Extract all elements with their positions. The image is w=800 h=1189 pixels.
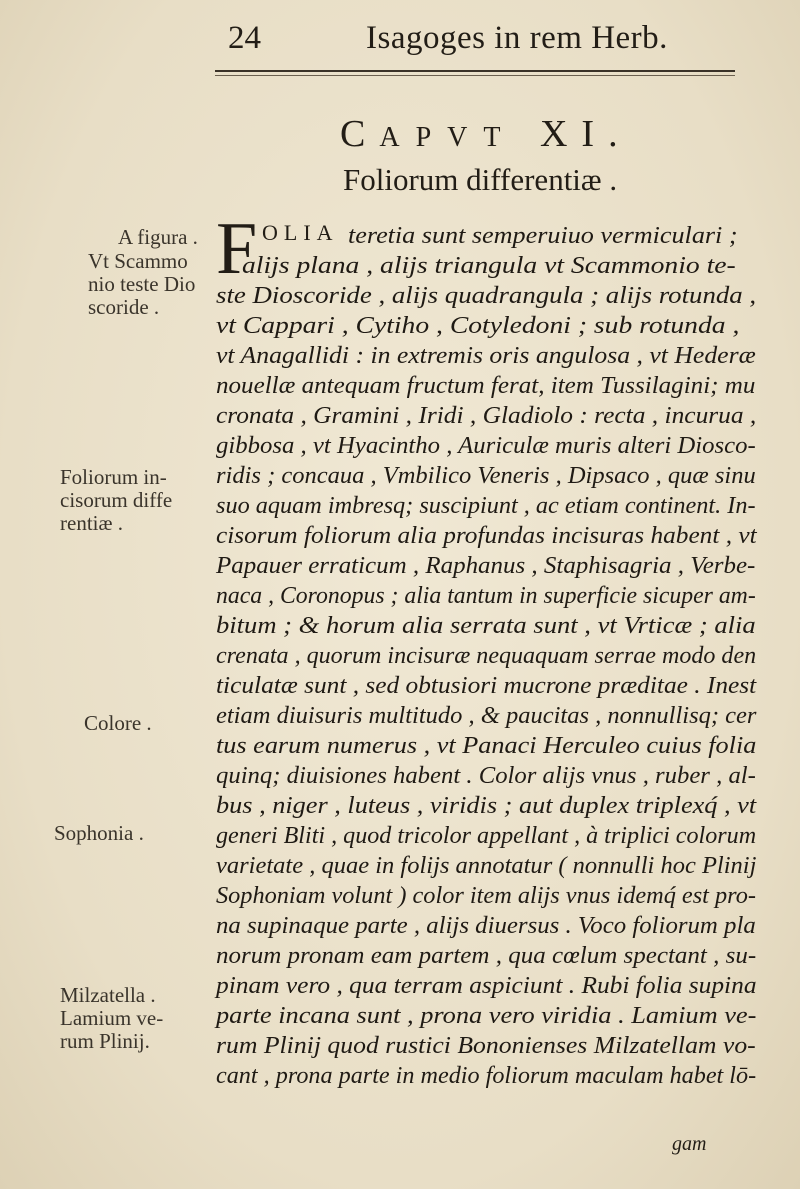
margin-note: Sophonia .	[54, 821, 144, 845]
margin-note: nio teste Dio	[88, 272, 196, 296]
body-line: rum Plinij quod rustici Bononienses Milzatellam vo-	[216, 1033, 756, 1059]
margin-note: scoride .	[88, 295, 160, 319]
catchword: gam	[672, 1133, 707, 1155]
body-line: crenata , quorum incisuræ nequaquam serrae modo den	[216, 643, 757, 669]
running-head: Isagoges in rem Herb.	[366, 20, 668, 56]
body-line: norum pronam eam partem , qua cœlum spectant , su-	[216, 943, 757, 969]
page-header	[0, 20, 800, 70]
body-line: cant , prona parte in medio foliorum maculam habet lō-	[216, 1063, 757, 1089]
body-line: etiam diuisuris multitudo , & paucitas , nonnullisq; cer	[216, 703, 757, 729]
page-number: 24	[228, 20, 261, 56]
body-line: vt Cappari , Cytiho , Cotyledoni ; sub rotunda ,	[216, 313, 740, 339]
body-line: vt Anagallidi : in extremis oris angulosa , vt Hederæ	[216, 343, 756, 369]
margin-note: rentiæ .	[60, 511, 123, 535]
margin-note: Colore .	[84, 711, 152, 735]
body-line: gibbosa , vt Hyacintho , Auriculæ muris alteri Diosco-	[216, 433, 756, 459]
body-line: cronata , Gramini , Iridi , Gladiolo : recta , incurua ,	[216, 403, 757, 429]
body-line: bus , niger , luteus , viridis ; aut duplex triplexq́ , vt	[216, 793, 757, 819]
body-line: quinq; diuisiones habent . Color alijs vnus , ruber , al-	[216, 763, 756, 789]
header-rule	[215, 70, 735, 72]
margin-note: Foliorum in-	[60, 465, 167, 489]
margin-note: A figura .	[118, 225, 198, 249]
body-line: parte incana sunt , prona vero viridia . Lamium ve-	[216, 1003, 757, 1029]
margin-note: Milzatella .	[60, 983, 156, 1007]
chapter-title: Foliorum differentiæ .	[343, 162, 618, 197]
chapter-number: XI.	[539, 113, 632, 155]
body-line: nouellæ antequam fructum ferat, item Tussilagini; mu	[216, 373, 756, 399]
chapter-label-rest: APVT	[379, 122, 517, 153]
body-line: ste Dioscoride , alijs quadrangula ; alijs rotunda ,	[216, 283, 757, 309]
body-line: teretia sunt semperuiuo vermiculari ;	[348, 223, 738, 249]
body-line: naca , Coronopus ; alia tantum in superficie sicuper am-	[216, 583, 756, 609]
body-line: ticulatæ sunt , sed obtusiori mucrone præditae . Inest	[216, 673, 757, 699]
body-line: alijs plana , alijs triangula vt Scammonio te-	[242, 253, 736, 279]
body-line: varietate , quae in folijs annotatur ( nonnulli hoc Plinij	[216, 853, 757, 879]
body-line: generi Bliti , quod tricolor appellant , à triplici colorum	[216, 823, 757, 849]
margin-note: rum Plinij.	[60, 1029, 150, 1053]
margin-note: Vt Scammo	[88, 249, 188, 273]
margin-note: cisorum diffe	[60, 488, 173, 512]
drop-cap: F	[216, 208, 258, 290]
chapter-label-initial: C	[340, 113, 380, 155]
margin-note: Lamium ve-	[60, 1006, 164, 1030]
body-line: pinam vero , qua terram aspiciunt . Rubi folia supina	[216, 973, 757, 999]
header-rule-thin	[215, 75, 735, 76]
body-line: Sophoniam volunt ) color item alijs vnus idemq́ est pro-	[216, 883, 756, 909]
body-line: ridis ; concaua , Vmbilico Veneris , Dipsaco , quæ sinu	[216, 463, 756, 489]
opening-caps: OLIA	[262, 220, 339, 245]
body-line: bitum ; & horum alia serrata sunt , vt Vrticæ ; alia	[216, 613, 756, 639]
body-line: cisorum foliorum alia profundas incisuras habent , vt	[216, 523, 757, 549]
body-line: na supinaque parte , alijs diuersus . Voco foliorum pla	[216, 913, 756, 939]
chapter-heading	[340, 112, 632, 156]
body-line: suo aquam imbresq; suscipiunt , ac etiam continent. In-	[216, 493, 756, 519]
body-line: tus earum numerus , vt Panaci Herculeo cuius folia	[216, 733, 757, 759]
body-line: Papauer erraticum , Raphanus , Staphisagria , Verbe-	[216, 553, 756, 579]
